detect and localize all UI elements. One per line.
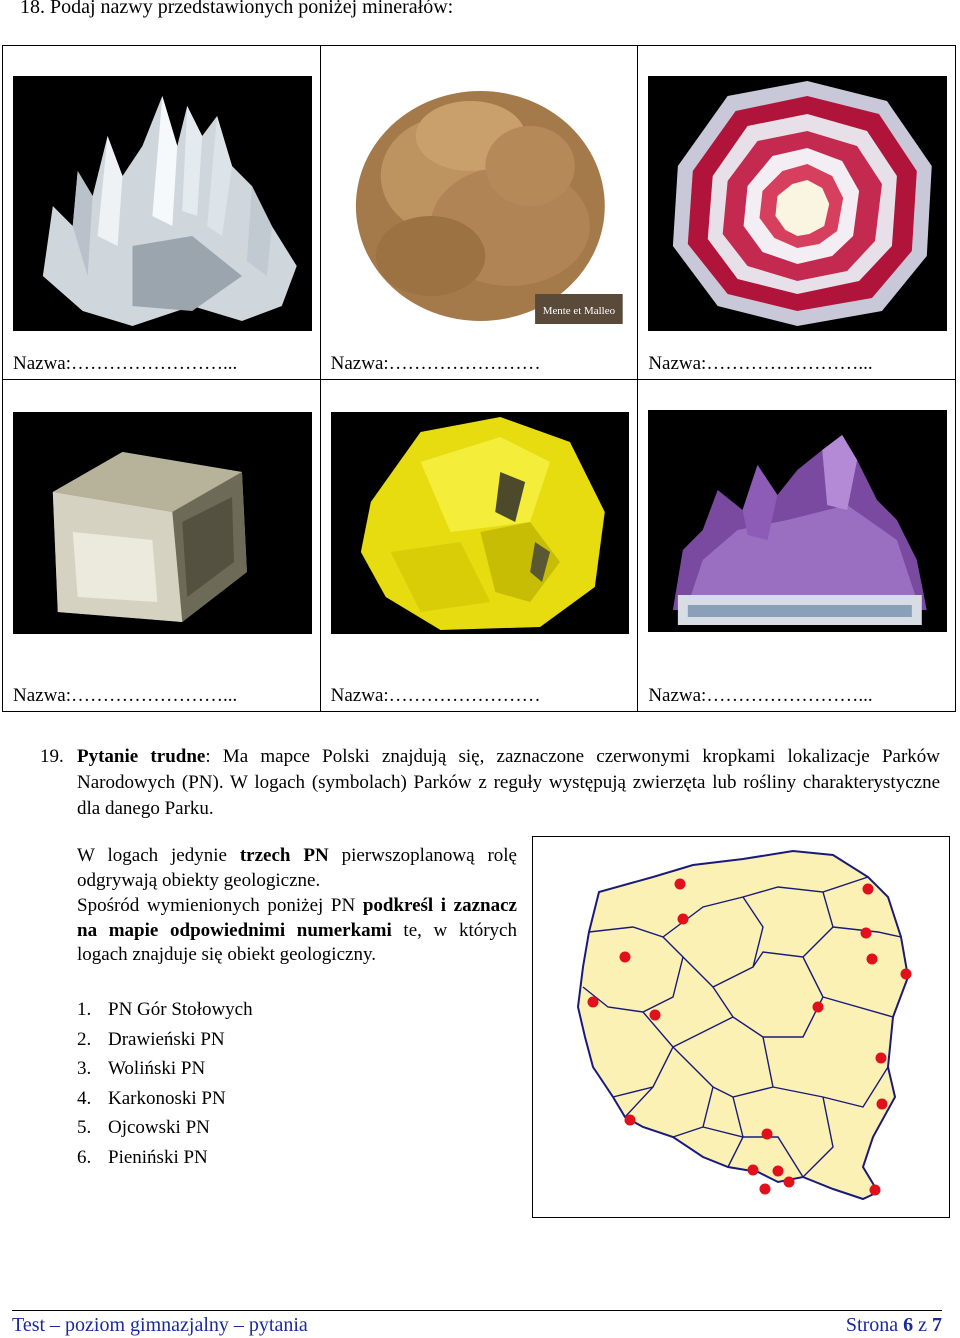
mineral-cell-4	[3, 380, 321, 712]
list-item-number: 4.	[77, 1087, 92, 1109]
list-item[interactable]	[77, 995, 253, 1025]
list-item-number: 3.	[77, 1058, 92, 1080]
mineral-name-field-5[interactable]: Nazwa:……………………	[330, 685, 541, 706]
agate-image	[648, 76, 947, 331]
list-item-label: Pieniński PN	[108, 1146, 208, 1168]
list-item-number: 2.	[77, 1028, 92, 1050]
mineral-cell-1	[3, 46, 321, 380]
park-dot[interactable]	[863, 884, 874, 895]
total-pages: 7	[932, 1314, 942, 1336]
page-footer	[12, 1310, 942, 1336]
poland-map[interactable]	[532, 836, 950, 1218]
p1-text-a: W logach jedynie	[77, 845, 240, 866]
watermark-text: Mente et Malleo	[542, 304, 615, 318]
poland-outline	[578, 851, 908, 1199]
question-19-bold-label: Pytanie trudne	[77, 746, 206, 767]
park-dot[interactable]	[588, 997, 599, 1008]
mineral-name-field-1[interactable]: Nazwa:……………………...	[13, 353, 238, 374]
list-item[interactable]	[77, 1084, 253, 1114]
park-dot[interactable]	[762, 1129, 773, 1140]
park-dot[interactable]	[901, 969, 912, 980]
mineral-cell-2	[320, 46, 638, 380]
park-dot[interactable]	[650, 1010, 661, 1021]
park-list	[77, 995, 253, 1173]
park-dot[interactable]	[675, 879, 686, 890]
list-item-number: 1.	[77, 999, 92, 1020]
paragraph-instruction	[77, 894, 517, 968]
question-19-intro: : Ma mapce Polski znajdują się, zaznaczone czerwonymi kropkami lokalizacje Parków Narodowych (PN). W logach (symbolach) Parków z reguły występują zwierzęta lub rośliny charakterystyczne dla danego Parku.	[77, 746, 941, 819]
current-page: 6	[903, 1314, 914, 1336]
page-label: Strona	[845, 1314, 899, 1336]
park-dot[interactable]	[861, 928, 872, 939]
p2-text-c: te, w których logach znajduje się obiekt geologiczny.	[77, 919, 517, 965]
poland-map-svg	[533, 837, 951, 1219]
list-item-number: 6.	[77, 1146, 92, 1168]
p2-bold: podkreśl i zaznacz na mapie odpowiednimi numerkami	[77, 895, 517, 941]
mineral-cell-5	[320, 380, 638, 712]
footer-title: Test – poziom gimnazjalny – pytania	[12, 1314, 308, 1336]
park-dot[interactable]	[625, 1115, 636, 1126]
list-item-label: Woliński PN	[108, 1058, 206, 1080]
list-item[interactable]	[77, 1143, 253, 1173]
paragraph-three-parks	[77, 844, 517, 893]
list-item-label: Drawieński PN	[108, 1028, 225, 1050]
list-item-label: PN Gór Stołowych	[108, 999, 253, 1020]
park-dot[interactable]	[760, 1184, 771, 1195]
park-dot[interactable]	[867, 954, 878, 965]
mineral-name-field-4[interactable]: Nazwa:……………………...	[13, 685, 238, 706]
mineral-name-field-6[interactable]: Nazwa:……………………...	[648, 685, 873, 706]
park-dot[interactable]	[813, 1002, 824, 1013]
list-item-label: Ojcowski PN	[108, 1117, 210, 1139]
pyrite-image	[13, 412, 312, 634]
list-item-label: Karkonoski PN	[108, 1087, 226, 1109]
p1-bold: trzech PN	[239, 845, 329, 866]
park-dot[interactable]	[784, 1177, 795, 1188]
p1-text-c: pierwszoplanową rolę odgrywają obiekty geologiczne.	[77, 845, 517, 891]
mineral-name-field-3[interactable]: Nazwa:……………………...	[648, 353, 873, 374]
page-of: z	[918, 1314, 927, 1336]
amethyst-image	[648, 410, 947, 632]
question-19	[40, 744, 940, 822]
quartz-image	[13, 76, 312, 331]
park-dot[interactable]	[876, 1053, 887, 1064]
question-18-title: 18. Podaj nazwy przedstawionych poniżej minerałów:	[20, 0, 454, 18]
mineral-cell-3	[638, 46, 956, 380]
park-dot[interactable]	[678, 914, 689, 925]
sulfur-image	[331, 412, 630, 634]
desert-rose-image	[331, 76, 630, 331]
park-dot[interactable]	[870, 1185, 881, 1196]
mineral-cell-6	[638, 380, 956, 712]
p2-text-a: Spośród wymienionych poniżej PN	[77, 895, 363, 916]
mineral-name-field-2[interactable]: Nazwa:……………………	[330, 353, 541, 374]
list-item[interactable]	[77, 1054, 253, 1084]
list-item-number: 5.	[77, 1117, 92, 1139]
park-dot[interactable]	[877, 1099, 888, 1110]
list-item[interactable]	[77, 1113, 253, 1143]
minerals-table	[2, 45, 956, 712]
page-number	[846, 1314, 942, 1337]
question-19-number: 19.	[40, 746, 64, 767]
park-dot[interactable]	[773, 1166, 784, 1177]
list-item[interactable]	[77, 1025, 253, 1055]
park-dot[interactable]	[620, 952, 631, 963]
park-dot[interactable]	[748, 1165, 759, 1176]
